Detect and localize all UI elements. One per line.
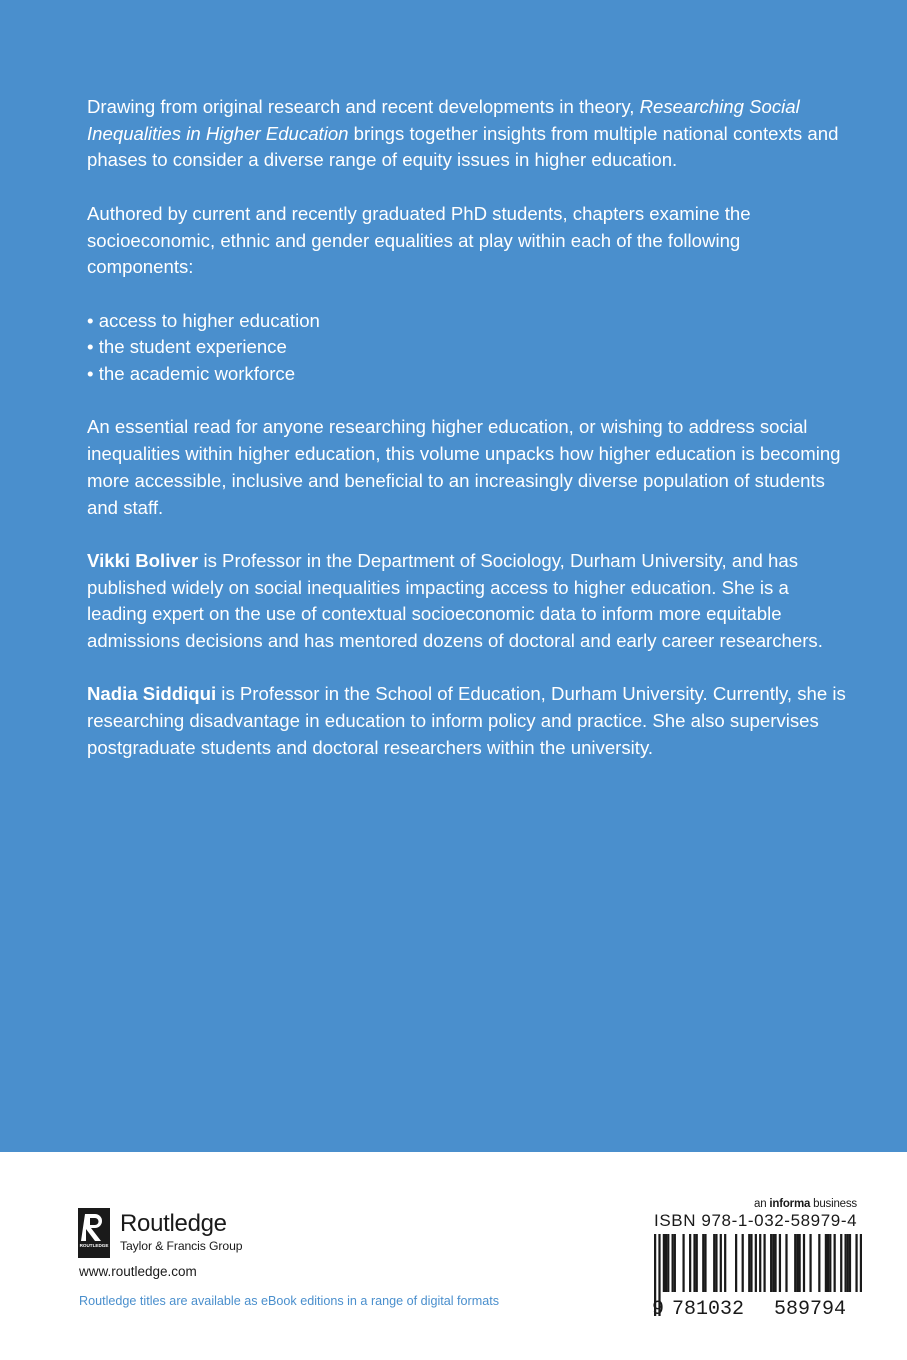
svg-text:ROUTLEDGE: ROUTLEDGE <box>79 1243 109 1248</box>
informa-suffix: business <box>810 1198 857 1210</box>
barcode-bar <box>779 1234 781 1296</box>
barcode-bar <box>849 1234 851 1296</box>
barcode-bar <box>763 1234 765 1296</box>
barcode-bar <box>667 1234 669 1296</box>
barcode-bar <box>840 1234 842 1296</box>
publisher-name: Routledge <box>120 1210 227 1237</box>
barcode-bar <box>704 1234 706 1296</box>
barcode-bar <box>696 1234 698 1296</box>
summary-paragraph: An essential read for anyone researching higher education, or wishing to address social inequalities within higher education, this volume unpacks how higher education is becoming more accessible, inclusive and beneficial to an increasingly diverse population of students and staff. <box>87 416 841 518</box>
barcode-bar <box>827 1234 829 1296</box>
routledge-logo <box>78 1208 278 1260</box>
barcode-bar <box>825 1234 827 1296</box>
author-bio-siddiqui <box>87 681 847 761</box>
publisher-website[interactable]: www.routledge.com <box>79 1264 197 1279</box>
intro-text-end: brings together insights from multiple national contexts and phases to consider a diverse range of equity issues in higher education. <box>87 122 839 171</box>
barcode-bar <box>847 1234 849 1296</box>
author-name: Nadia Siddiqui <box>87 683 217 705</box>
barcode-bar <box>844 1234 846 1296</box>
routledge-logo-mark-icon <box>78 1208 110 1258</box>
chapters-paragraph: Authored by current and recently graduated PhD students, chapters examine the socioeconomic, ethnic and gender equalities at play within each of the following components: <box>87 202 751 278</box>
barcode-bar <box>672 1234 674 1296</box>
barcode-digits-left: 781032 <box>671 1298 745 1318</box>
list-item: • access to higher education <box>87 308 847 335</box>
barcode-bar <box>715 1234 717 1296</box>
barcode-bar <box>665 1234 667 1296</box>
barcode-bar <box>770 1234 772 1296</box>
barcode-bar <box>803 1234 805 1296</box>
publisher-group: Taylor & Francis Group <box>120 1239 243 1253</box>
barcode-bar <box>682 1234 684 1296</box>
barcode-bar <box>713 1234 715 1296</box>
barcode-bar <box>796 1234 798 1296</box>
barcode-digits-right: 589794 <box>773 1298 847 1318</box>
barcode-bar <box>774 1234 776 1296</box>
barcode-bar <box>829 1234 831 1296</box>
barcode-digits <box>650 1292 864 1318</box>
author-name: Vikki Boliver <box>87 549 199 571</box>
barcode-bar <box>748 1234 750 1296</box>
barcode-bar <box>785 1234 787 1296</box>
barcode-bar <box>750 1234 752 1296</box>
barcode-bar <box>663 1234 665 1296</box>
isbn-label: ISBN 978-1-032-58979-4 <box>654 1211 858 1230</box>
barcode-digit-first: 9 <box>652 1298 665 1318</box>
informa-brand: informa <box>769 1198 811 1210</box>
list-item: • the academic workforce <box>87 361 847 388</box>
intro-paragraph <box>87 94 847 174</box>
intro-text-start: Drawing from original research and recent developments in theory, <box>87 96 640 117</box>
barcode-bar <box>799 1234 801 1296</box>
author-bio-boliver <box>87 548 847 655</box>
barcode-bar <box>834 1234 836 1296</box>
informa-business-tag <box>754 1198 857 1210</box>
barcode-bar <box>742 1234 744 1296</box>
author-bio-text: is Professor in the Department of Sociology, Durham University, and has published widely on social inequalities impacting access to higher education. She is a leading expert on the use of contextual socioeconomic data to inform more equitable admissions decisions and has mentored dozens of doctoral and early career researchers. <box>87 549 823 651</box>
barcode-bar <box>689 1234 691 1296</box>
barcode-bar <box>674 1234 676 1296</box>
barcode-bar <box>724 1234 726 1296</box>
components-list <box>87 308 847 388</box>
barcode-bar <box>818 1234 820 1296</box>
barcode-bar <box>735 1234 737 1296</box>
author-bio-text: is Professor in the School of Education, Durham University. Currently, she is researching disadvantage in education to inform policy and practice. She also supervises postgraduate students and doctoral researchers within the university. <box>87 683 846 758</box>
book-title-italic: Researching Social Inequalities in Higher Education <box>87 96 800 144</box>
barcode-bar <box>809 1234 811 1296</box>
informa-prefix: an <box>754 1198 770 1210</box>
barcode-bar <box>772 1234 774 1296</box>
barcode-bar <box>702 1234 704 1296</box>
publisher-footer <box>0 1152 907 1360</box>
barcode-bar <box>794 1234 796 1296</box>
list-item: • the student experience <box>87 334 847 361</box>
barcode-bar <box>693 1234 695 1296</box>
back-cover-blurb <box>87 94 847 788</box>
barcode-bar <box>720 1234 722 1296</box>
ebook-availability-note: Routledge titles are available as eBook editions in a range of digital formats <box>79 1294 500 1308</box>
